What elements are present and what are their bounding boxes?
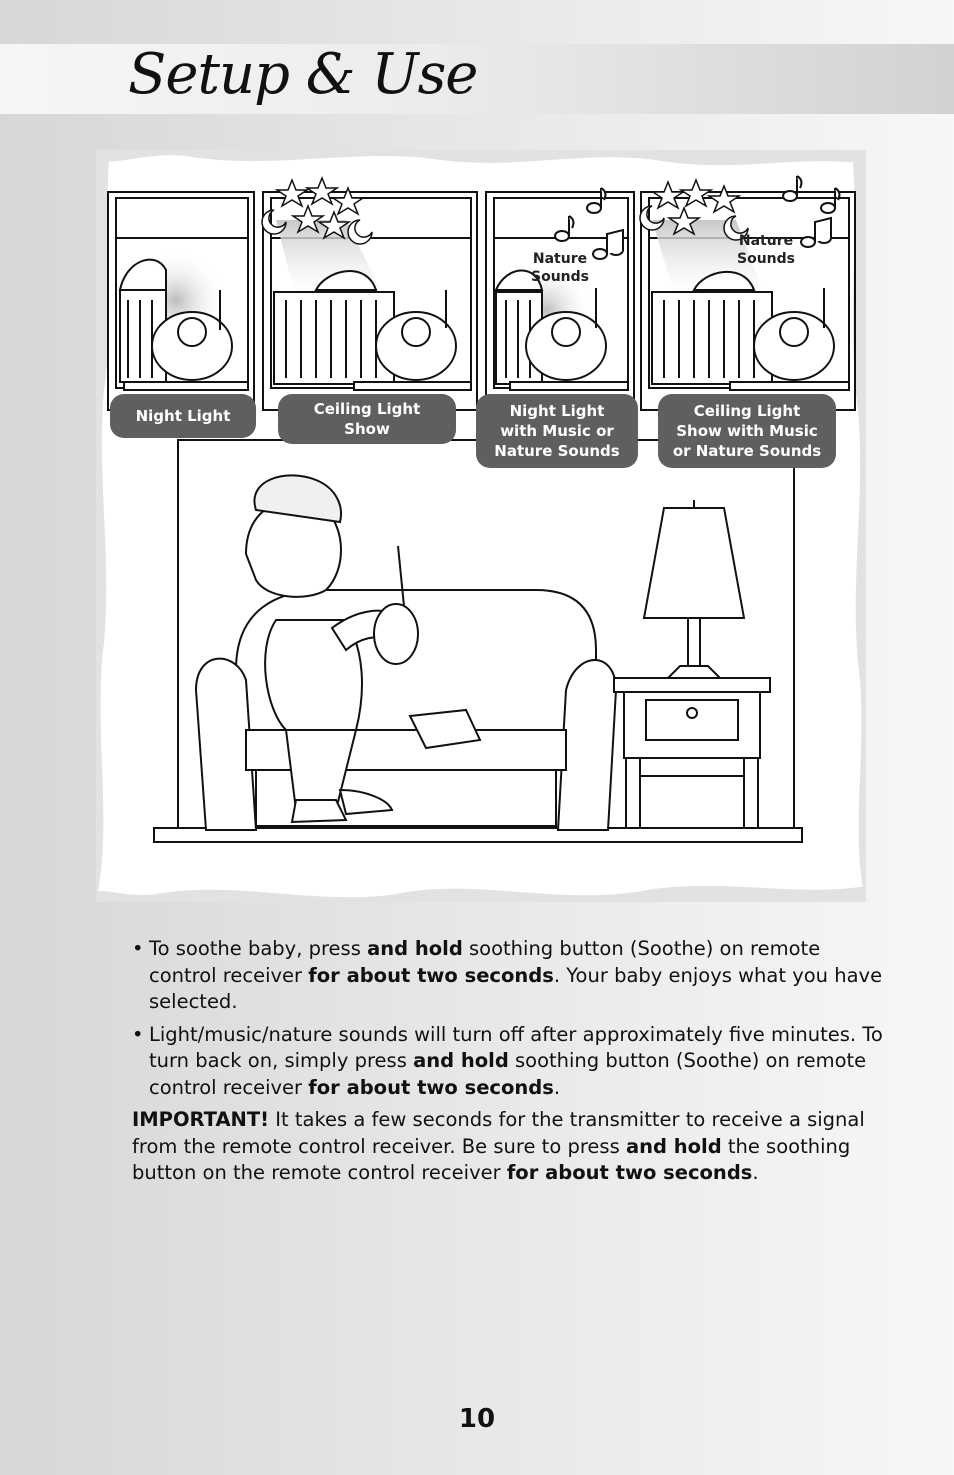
text-run: . — [752, 1161, 759, 1184]
emphasis-text: and hold — [625, 1134, 722, 1158]
mode-panel-night-light-with-sounds — [486, 192, 634, 410]
mode-panel-ceiling-light-show — [263, 192, 477, 410]
text-run: . Your baby enjoys what you have selected. — [149, 963, 883, 1013]
text-run: To soothe baby, press — [149, 937, 368, 960]
bullet-mark: • — [132, 937, 144, 960]
mode-label-night-light: Night Light — [110, 394, 256, 438]
emphasis-text: for about two seconds — [506, 1161, 753, 1184]
emphasis-text: for about two seconds — [308, 1075, 554, 1099]
instruction-bullet — [132, 1022, 892, 1102]
instruction-text — [149, 1022, 892, 1102]
text-run: the soothing button on the remote control receiver — [132, 1134, 851, 1184]
page-title: Setup & Use — [128, 42, 478, 107]
instructions — [132, 936, 892, 1187]
side-table-illustration — [614, 678, 770, 828]
lamp-illustration — [644, 500, 744, 678]
mode-label-night-light-with-sounds: Night Light with Music or Nature Sounds — [476, 394, 638, 468]
text-run: Light/music/nature sounds will turn off after approximately five minutes. To turn back on, simply press — [149, 1022, 883, 1072]
text-run: It takes a few seconds for the transmitter to receive a signal from the remote control receiver. Be sure to press — [132, 1108, 865, 1158]
instruction-bullet — [132, 936, 892, 1016]
nature-sounds-label: Nature Sounds — [531, 251, 589, 285]
page-number: 10 — [458, 1404, 496, 1434]
instruction-text — [149, 936, 892, 1016]
mode-label-ceiling-light-show: Ceiling Light Show — [278, 394, 456, 444]
important-note — [132, 1107, 892, 1187]
illustration-panel — [96, 150, 866, 902]
mode-label-ceiling-light-with-sounds: Ceiling Light Show with Music or Nature Sounds — [658, 394, 836, 468]
text-run: soothing button (Soothe) on remote control receiver — [149, 1049, 867, 1099]
mode-panel-night-light — [108, 192, 254, 410]
emphasis-text: and hold — [413, 1049, 509, 1072]
emphasis-text: for about two seconds — [308, 963, 554, 987]
emphasis-text: IMPORTANT! — [132, 1108, 270, 1131]
bullet-mark: • — [132, 1022, 144, 1046]
nature-sounds-label: Nature Sounds — [737, 233, 795, 267]
emphasis-text: and hold — [367, 937, 463, 960]
text-run: soothing button (Soothe) on remote control receiver — [149, 937, 821, 987]
text-run: . — [553, 1075, 561, 1099]
